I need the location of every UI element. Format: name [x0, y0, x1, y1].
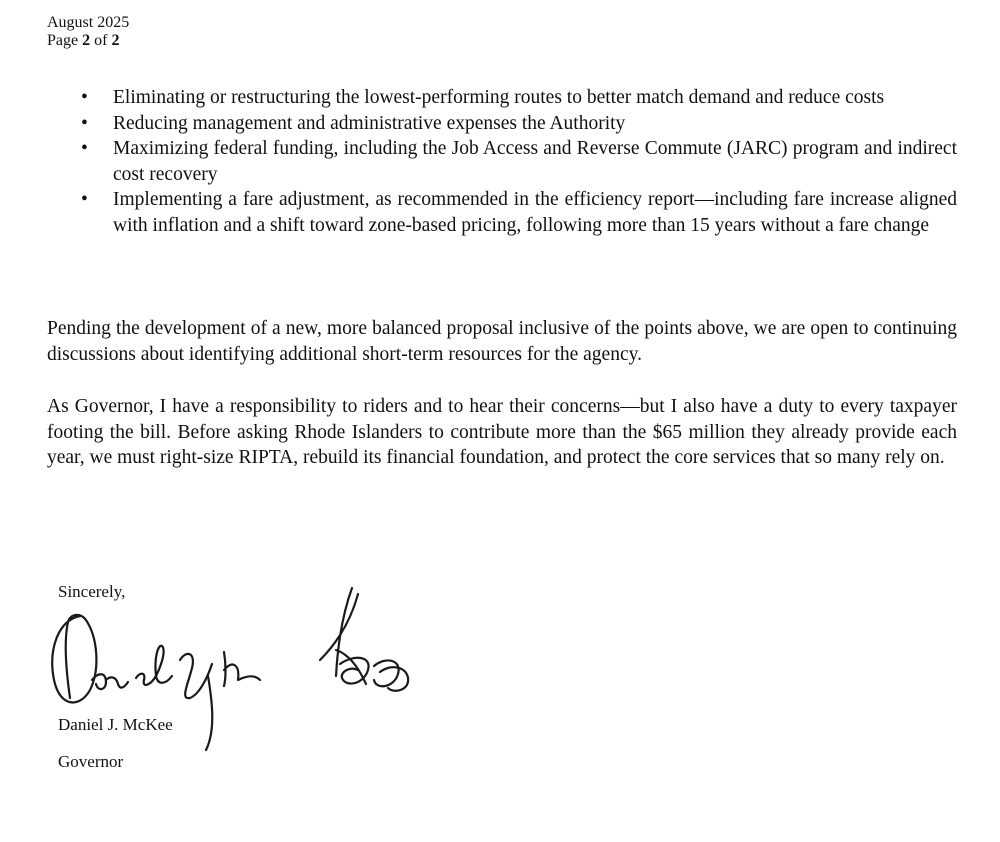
bullet-icon: •	[81, 87, 88, 108]
list-item: • Eliminating or restructuring the lowest-performing routes to better match demand and reduce costs	[47, 85, 957, 111]
paragraph-proposal: Pending the development of a new, more balanced proposal inclusive of the points above, we are open to continuing discussions about identifying additional short-term resources for the agency.	[47, 318, 957, 365]
recommendation-list	[47, 85, 957, 238]
bullet-icon: •	[81, 189, 88, 210]
paragraph-governor-duty: As Governor, I have a responsibility to riders and to hear their concerns—but I also have a duty to every taxpayer footing the bill. Before asking Rhode Islanders to contribute more than the $65 million they already provide each year, we must right-size RIPTA, rebuild its financial foundation, and protect the core services that so many rely on.	[47, 396, 957, 468]
bullet-icon: •	[81, 112, 88, 134]
list-item: • Reducing management and administrative expenses the Authority	[47, 111, 957, 137]
closing-salutation: Sincerely,	[58, 582, 126, 601]
page-header	[47, 14, 129, 50]
signatory-name: Daniel J. McKee	[58, 715, 173, 734]
signatory-title: Governor	[58, 752, 124, 771]
page-number: Page 2 of 2	[47, 32, 120, 49]
list-item: • Maximizing federal funding, including the Job Access and Reverse Commute (JARC) program and indirect cost recovery	[81, 138, 957, 185]
letter-date: August 2025	[47, 14, 130, 31]
list-item: • Implementing a fare adjustment, as recommended in the efficiency report—including fare increase aligned with inflation and a shift toward zone-based pricing, following more than 15 years without a fare change	[81, 189, 957, 236]
bullet-icon: •	[81, 138, 88, 159]
